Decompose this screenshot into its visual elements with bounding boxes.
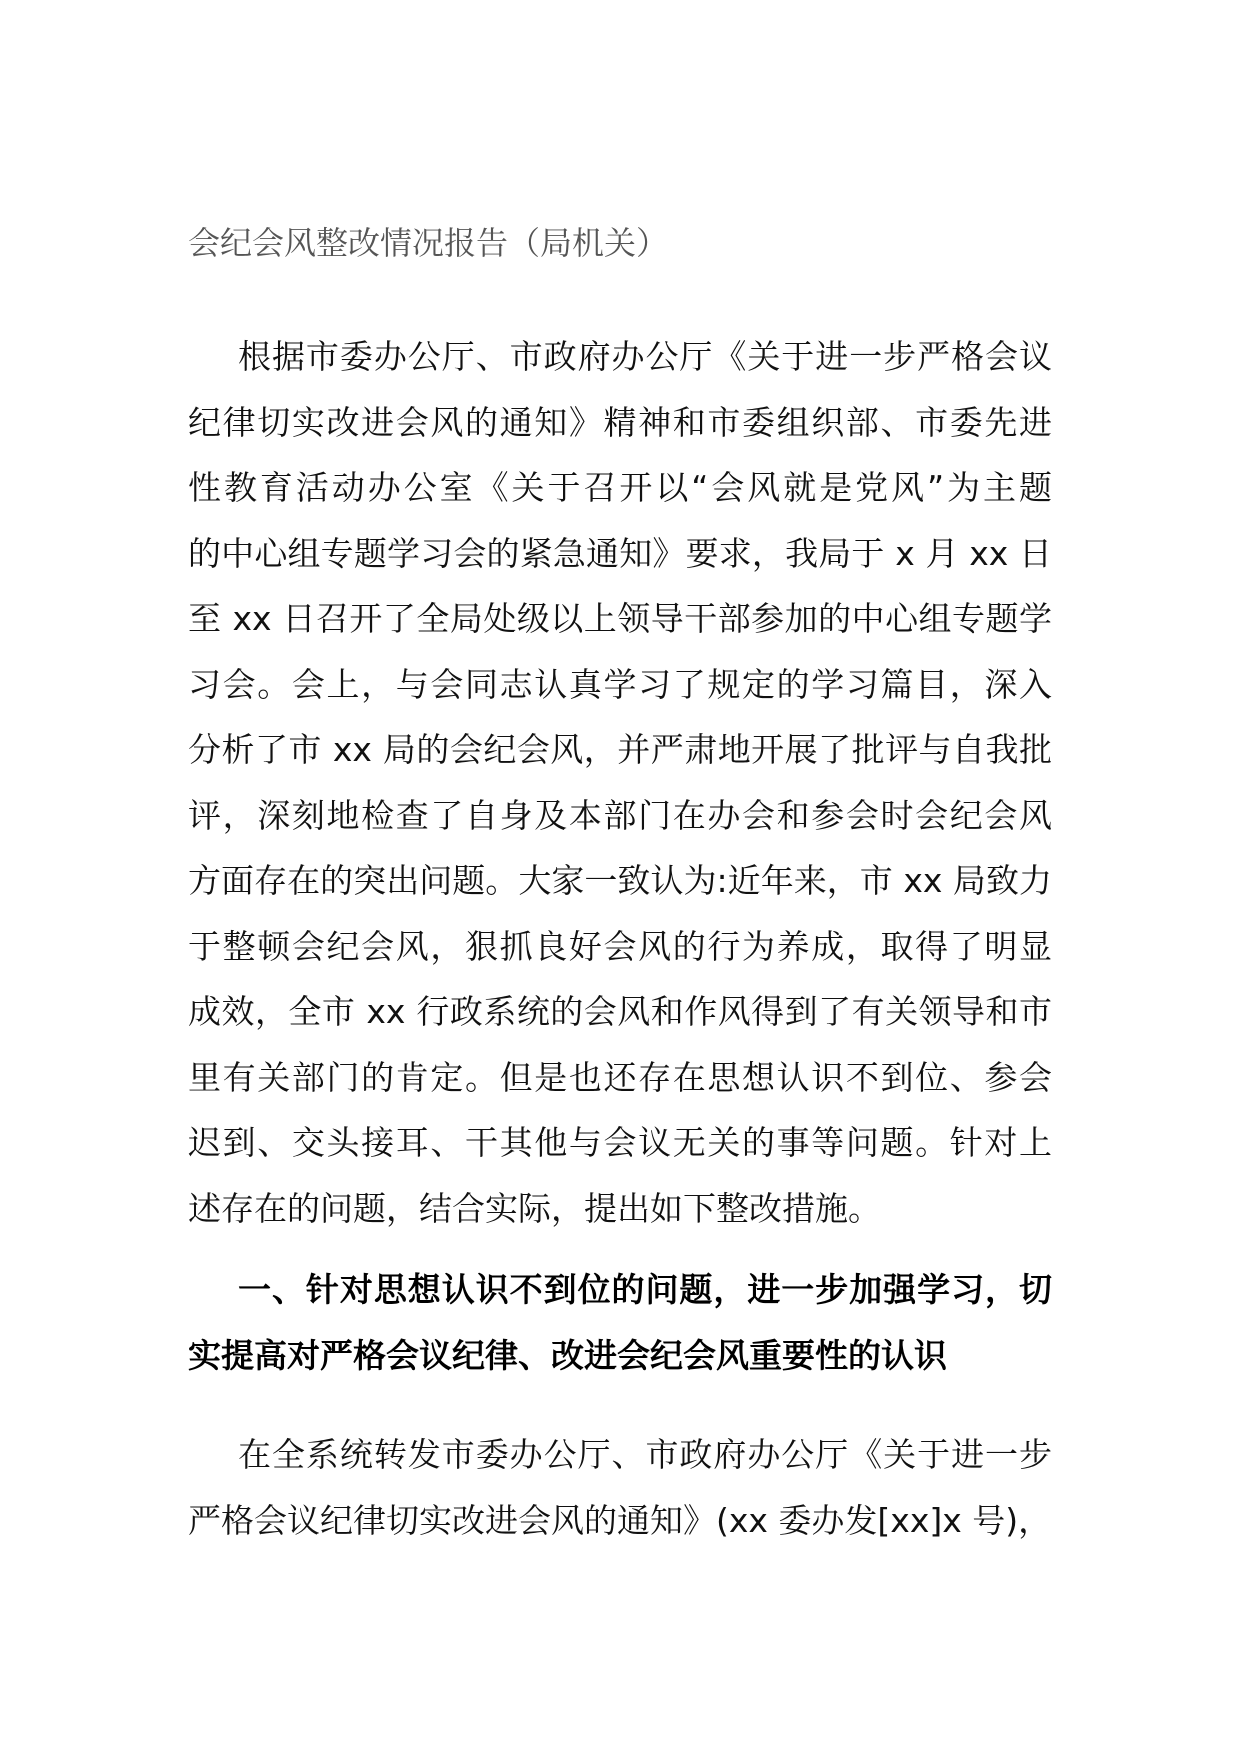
paragraph-line: 性教育活动办公室《关于召开以“会风就是党风”为主题: [188, 468, 1052, 507]
paragraph-line: 的中心组专题学习会的紧急通知》要求，我局于 x 月 xx 日: [188, 533, 1052, 573]
paragraph-line: 里有关部门的肯定。但是也还存在思想认识不到位、参会: [188, 1057, 1052, 1097]
paragraph-line: 根据市委办公厅、市政府办公厅《关于进一步严格会议: [238, 337, 1052, 376]
paragraph-intro: [188, 324, 1052, 1241]
paragraph-line: 分析了市 xx 局的会纪会风，并严肃地开展了批评与自我批: [188, 730, 1052, 769]
paragraph-line: 习会。会上，与会同志认真学习了规定的学习篇目，深入: [188, 664, 1052, 704]
paragraph-line: 述存在的问题，结合实际，提出如下整改措施。: [188, 1188, 881, 1228]
paragraph-line: 在全系统转发市委办公厅、市政府办公厅《关于进一步: [238, 1435, 1052, 1474]
section-heading-1: [188, 1257, 1052, 1388]
paragraph-line: 纪律切实改进会风的通知》精神和市委组织部、市委先进: [188, 402, 1052, 442]
paragraph-line: 方面存在的突出问题。大家一致认为:近年来，市 xx 局致力: [188, 861, 1052, 900]
paragraph-line: 迟到、交头接耳、干其他与会议无关的事等问题。针对上: [188, 1123, 1052, 1162]
heading-line: 一、针对思想认识不到位的问题，进一步加强学习，切: [238, 1270, 1052, 1309]
paragraph-line: 评，深刻地检查了自身及本部门在办会和参会时会纪会风: [188, 795, 1052, 835]
paragraph-line: 于整顿会纪会风，狠抓良好会风的行为养成，取得了明显: [188, 926, 1052, 966]
paragraph-line: 至 xx 日召开了全局处级以上领导干部参加的中心组专题学: [188, 599, 1052, 638]
paragraph-section-1: [188, 1422, 1052, 1553]
paragraph-line: 严格会议纪律切实改进会风的通知》(xx 委办发[xx]x 号)，: [188, 1500, 1052, 1540]
paragraph-line: 成效，全市 xx 行政系统的会风和作风得到了有关领导和市: [188, 992, 1052, 1031]
heading-line: 实提高对严格会议纪律、改进会纪会风重要性的认识: [188, 1335, 947, 1375]
document-title: 会纪会风整改情况报告（局机关）: [188, 224, 669, 262]
